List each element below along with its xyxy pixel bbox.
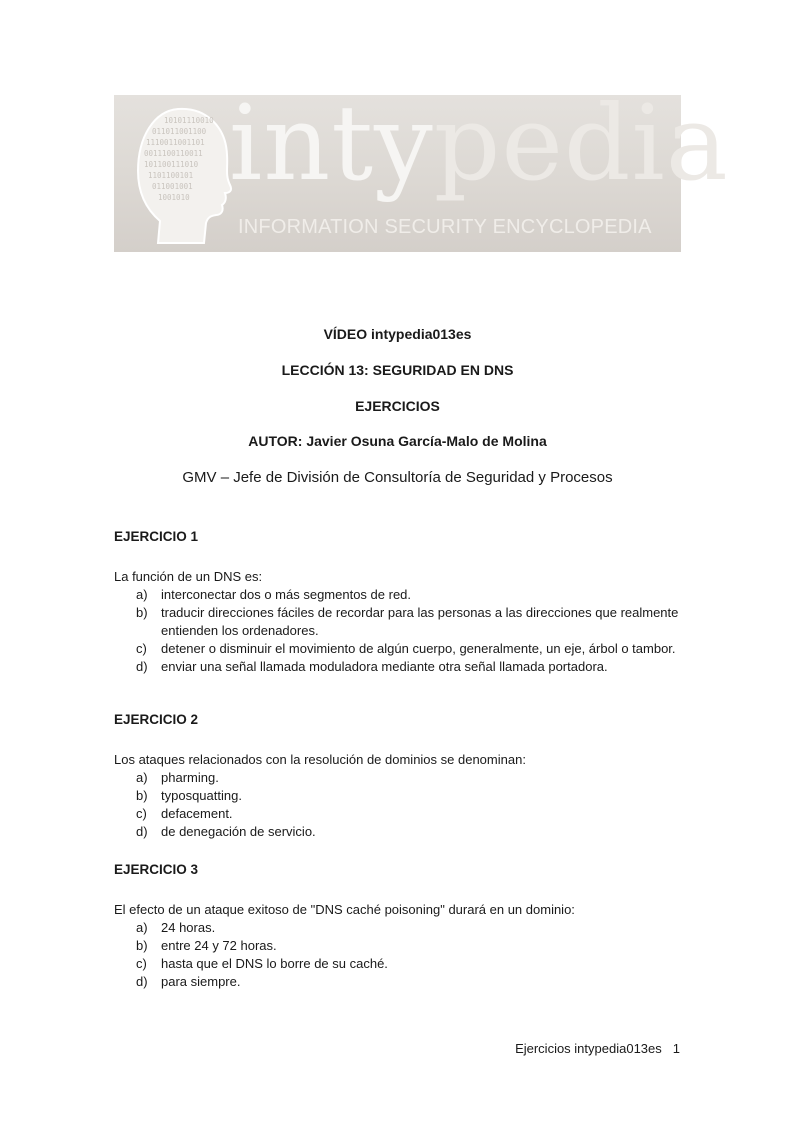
option-list: [114, 586, 681, 676]
option-text: detener o disminuir el movimiento de algún cuerpo, generalmente, un eje, árbol o tambor.: [161, 641, 676, 656]
option-text: typosquatting.: [161, 788, 242, 803]
affiliation-line: GMV – Jefe de División de Consultoría de Seguridad y Procesos: [182, 469, 613, 486]
page-footer: [515, 1041, 680, 1056]
option-item: [114, 640, 681, 658]
option-text: entre 24 y 72 horas.: [161, 938, 277, 953]
option-item: [114, 919, 681, 937]
option-text: traducir direcciones fáciles de recordar para las personas a las direcciones que realmente entienden los ordenadores.: [161, 605, 679, 638]
exercise-title: EJERCICIO 3: [114, 862, 199, 877]
binary-line: 101100111010: [144, 160, 199, 169]
option-text: enviar una señal llamada moduladora mediante otra señal llamada portadora.: [161, 659, 608, 674]
option-item: [114, 955, 681, 973]
option-item: [114, 823, 681, 841]
head-profile-logo-icon: [126, 103, 236, 248]
option-item: [114, 787, 681, 805]
option-marker: a): [136, 920, 148, 935]
exercise-question: El efecto de un ataque exitoso de "DNS caché poisoning" durará en un dominio:: [114, 902, 575, 917]
exercise-question: Los ataques relacionados con la resolución de dominios se denominan:: [114, 752, 526, 767]
option-item: [114, 937, 681, 955]
option-text: pharming.: [161, 770, 219, 785]
exercise-question: La función de un DNS es:: [114, 569, 263, 584]
option-marker: c): [136, 806, 147, 821]
option-marker: d): [136, 974, 148, 989]
option-item: [114, 586, 681, 604]
option-marker: d): [136, 824, 148, 839]
option-marker: a): [136, 770, 148, 785]
logo-tagline: INFORMATION SECURITY ENCYCLOPEDIA: [238, 216, 652, 238]
logo-wordmark-part1: inty: [229, 82, 434, 204]
option-item: [114, 658, 681, 676]
option-marker: b): [136, 605, 148, 620]
option-text: para siempre.: [161, 974, 241, 989]
video-title: VÍDEO intypedia013es: [323, 326, 472, 342]
option-marker: d): [136, 659, 148, 674]
logo-wordmark: [229, 82, 729, 204]
exercise-1: [114, 528, 681, 676]
option-text: defacement.: [161, 806, 233, 821]
page-number: 1: [672, 1041, 680, 1056]
binary-line: 10101110010: [164, 116, 214, 125]
option-text: hasta que el DNS lo borre de su caché.: [161, 956, 388, 971]
exercise-title: EJERCICIO 1: [114, 529, 199, 544]
binary-line: 1001010: [158, 193, 190, 202]
document-type: EJERCICIOS: [355, 398, 440, 414]
option-item: [114, 805, 681, 823]
option-marker: c): [136, 641, 147, 656]
lesson-title: LECCIÓN 13: SEGURIDAD EN DNS: [281, 362, 514, 378]
option-marker: b): [136, 788, 148, 803]
option-marker: b): [136, 938, 148, 953]
option-marker: a): [136, 587, 148, 602]
exercise-title: EJERCICIO 2: [114, 712, 199, 727]
author-line: AUTOR: Javier Osuna García-Malo de Molina: [248, 433, 547, 449]
binary-line: 011001001: [152, 182, 193, 191]
binary-line: 1110011001101: [146, 138, 205, 147]
option-marker: c): [136, 956, 147, 971]
option-list: [114, 769, 681, 841]
option-text: 24 horas.: [161, 920, 216, 935]
option-item: [114, 604, 681, 640]
binary-line: 011011001100: [152, 127, 207, 136]
binary-line: 1101100101: [148, 171, 194, 180]
exercise-2: [114, 711, 681, 841]
intypedia-banner: [114, 82, 729, 252]
exercise-3: [114, 861, 681, 991]
option-item: [114, 769, 681, 787]
binary-line: 0011100110011: [144, 149, 203, 158]
option-list: [114, 919, 681, 991]
option-text: interconectar dos o más segmentos de red.: [161, 587, 412, 602]
logo-wordmark-part2: pedia: [433, 82, 729, 204]
footer-doc-title: Ejercicios intypedia013es: [515, 1041, 662, 1056]
option-item: [114, 973, 681, 991]
option-text: de denegación de servicio.: [161, 824, 316, 839]
